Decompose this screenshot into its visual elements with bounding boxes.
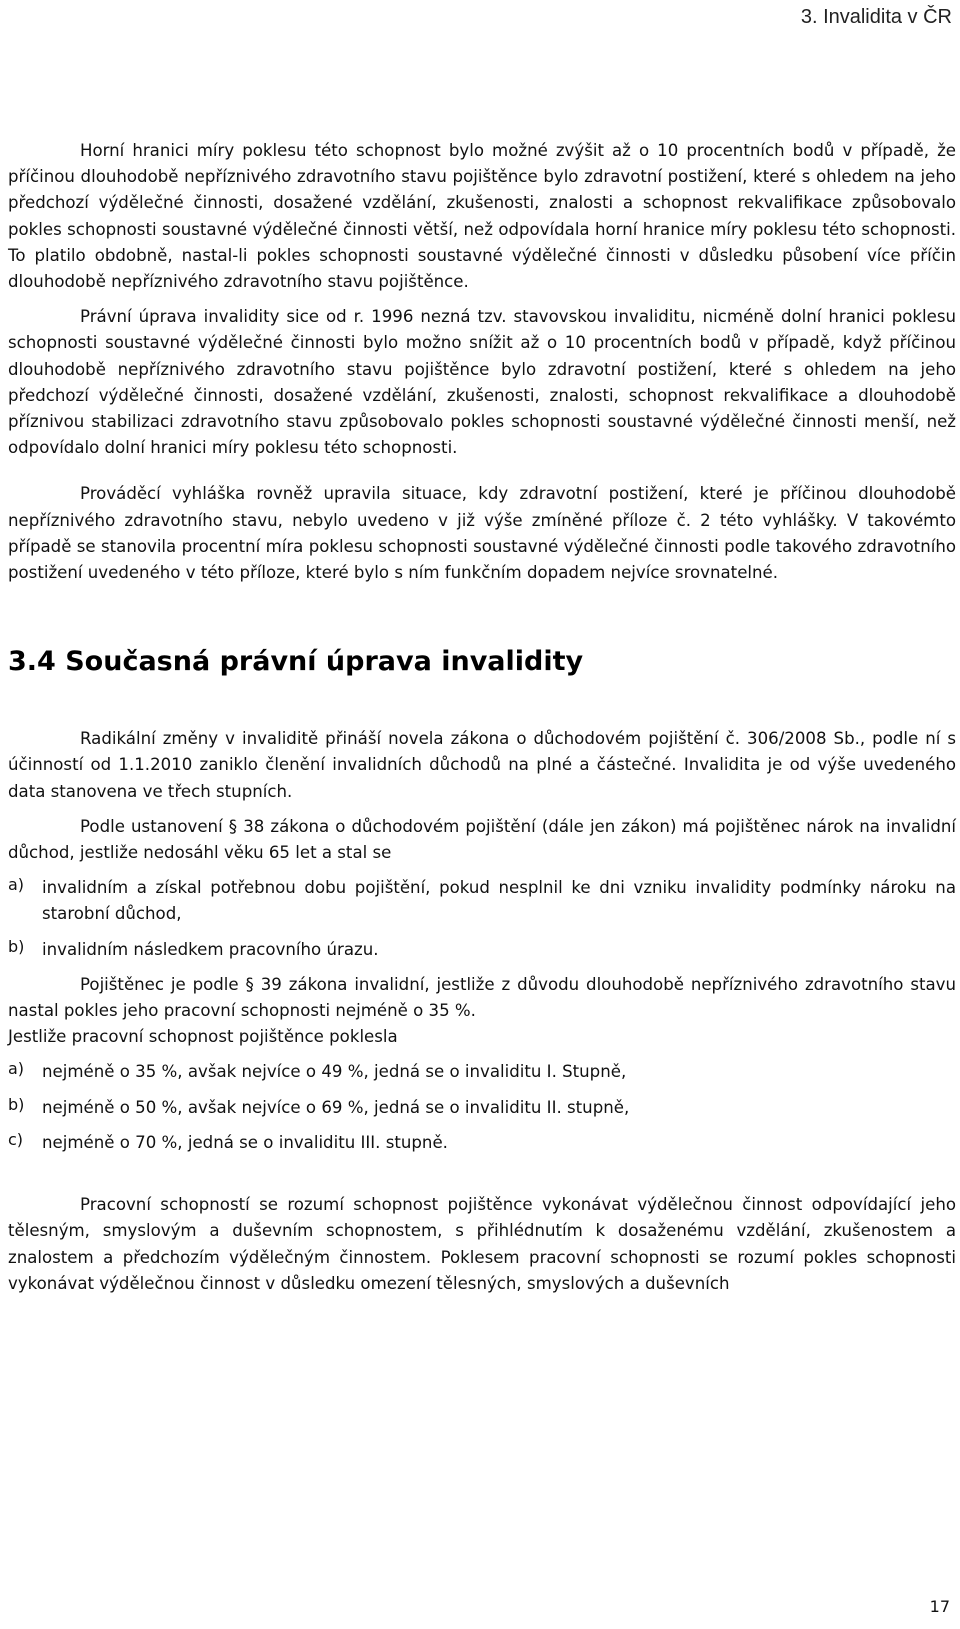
paragraph: Horní hranici míry poklesu této schopnost bylo možné zvýšit až o 10 procentních bodů v případě, že příčinou dlouhodobě nepříznivého zdravotního stavu pojištěnce bylo zdravotní postižení, které s ohledem na jeho předchozí výdělečné činnosti, dosažené vzdělání, zkušenosti, znalosti a schopnost rekvalifikace způsobovalo pokles schopnosti soustavné výdělečné činnosti větší, než odpovídala horní hranice míry poklesu této schopnosti. To platilo obdobně, nastal-li pokles schopnosti soustavné výdělečné činnosti v důsledku působení více příčin dlouhodobě nepříznivého zdravotního stavu pojištěnce. <box>8 141 956 292</box>
list-marker: b) <box>8 936 25 956</box>
page-number: 17 <box>929 1597 950 1616</box>
paragraph: Jestliže pracovní schopnost pojištěnce poklesla <box>8 1027 398 1047</box>
list-item-text: nejméně o 50 %, avšak nejvíce o 69 %, jedná se o invaliditu II. stupně, <box>42 1097 630 1117</box>
paragraph: Podle ustanovení § 38 zákona o důchodovém pojištění (dále jen zákon) má pojištěnec nárok na invalidní důchod, jestliže nedosáhl věku 65 let a stal se <box>8 816 956 863</box>
list-item-text: nejméně o 70 %, jedná se o invaliditu III. stupně. <box>42 1132 448 1152</box>
list-marker: c) <box>8 1129 24 1149</box>
paragraph: Pojištěnec je podle § 39 zákona invalidní, jestliže z důvodu dlouhodobě nepříznivého zdravotního stavu nastal pokles jeho pracovní schopnosti nejméně o 35 %. <box>8 974 956 1021</box>
paragraph: Radikální změny v invaliditě přináší novela zákona o důchodovém pojištění č. 306/2008 Sb., podle ní s účinností od 1.1.2010 zaniklo členění invalidních důchodů na plné a částečné. Invalidita je od výše uvedeného data stanovena ve třech stupních. <box>8 729 956 801</box>
list-item <box>8 1095 956 1121</box>
paragraph: Pracovní schopností se rozumí schopnost pojištěnce vykonávat výdělečnou činnost odpovídající jeho tělesným, smyslovým a duševním schopnostem, s přihlédnutím k dosaženému vzdělání, zkušenostem a znalostem a předchozím výdělečným činnostem. Poklesem pracovní schopnosti se rozumí pokles schopnosti vykonávat výdělečnou činnost v důsledku omezení tělesných, smyslových a duševních <box>8 1195 956 1293</box>
list-item-text: nejméně o 35 %, avšak nejvíce o 49 %, jedná se o invaliditu I. Stupně, <box>42 1062 627 1082</box>
list-marker: b) <box>8 1094 25 1114</box>
list-item <box>8 1059 956 1085</box>
list-item-text: invalidním a získal potřebnou dobu pojištění, pokud nesplnil ke dni vzniku invalidity podmínky nároku na starobní důchod, <box>42 878 956 924</box>
list-marker: a) <box>8 1059 25 1079</box>
list-marker: a) <box>8 875 25 895</box>
list-item <box>8 1130 956 1156</box>
paragraph: Prováděcí vyhláška rovněž upravila situace, kdy zdravotní postižení, které je příčinou dlouhodobě nepříznivého zdravotního stavu, nebylo uvedeno v již výše zmíněné příloze č. 2 této vyhlášky. V takovémto případě se stanovila procentní míra poklesu schopnosti soustavné výdělečné činnosti podle takového zdravotního postižení uvedeného v této příloze, které bylo s ním funkčním dopadem nejvíce srovnatelné. <box>8 484 956 583</box>
running-header: 3. Invalidita v ČR <box>800 6 952 28</box>
invalidity-degree-list <box>8 1059 956 1156</box>
list-item <box>8 875 956 927</box>
list-item-text: invalidním následkem pracovního úrazu. <box>42 939 379 959</box>
paragraph: Právní úprava invalidity sice od r. 1996 nezná tzv. stavovskou invaliditu, nicméně dolní hranici poklesu schopnosti soustavné výdělečné činnosti bylo možno snížit až o 10 procentních bodů v případě, když příčinou dlouhodobě nepříznivého zdravotního stavu pojištěnce bylo zdravotní postižení, které s ohledem na jeho předchozí výdělečné činnosti, dosažené vzdělání, zkušenosti, znalosti, schopnost rekvalifikace a dlouhodobě příznivou stabilizaci zdravotního stavu způsobovalo pokles schopnosti soustavné výdělečné činnosti menší, než odpovídalo dolní hranici míry poklesu této schopnosti. <box>8 307 956 458</box>
section-heading: 3.4 Současná právní úprava invalidity <box>8 646 584 678</box>
list-item <box>8 937 956 963</box>
entitlement-list <box>8 875 956 963</box>
document-body <box>8 138 956 1297</box>
